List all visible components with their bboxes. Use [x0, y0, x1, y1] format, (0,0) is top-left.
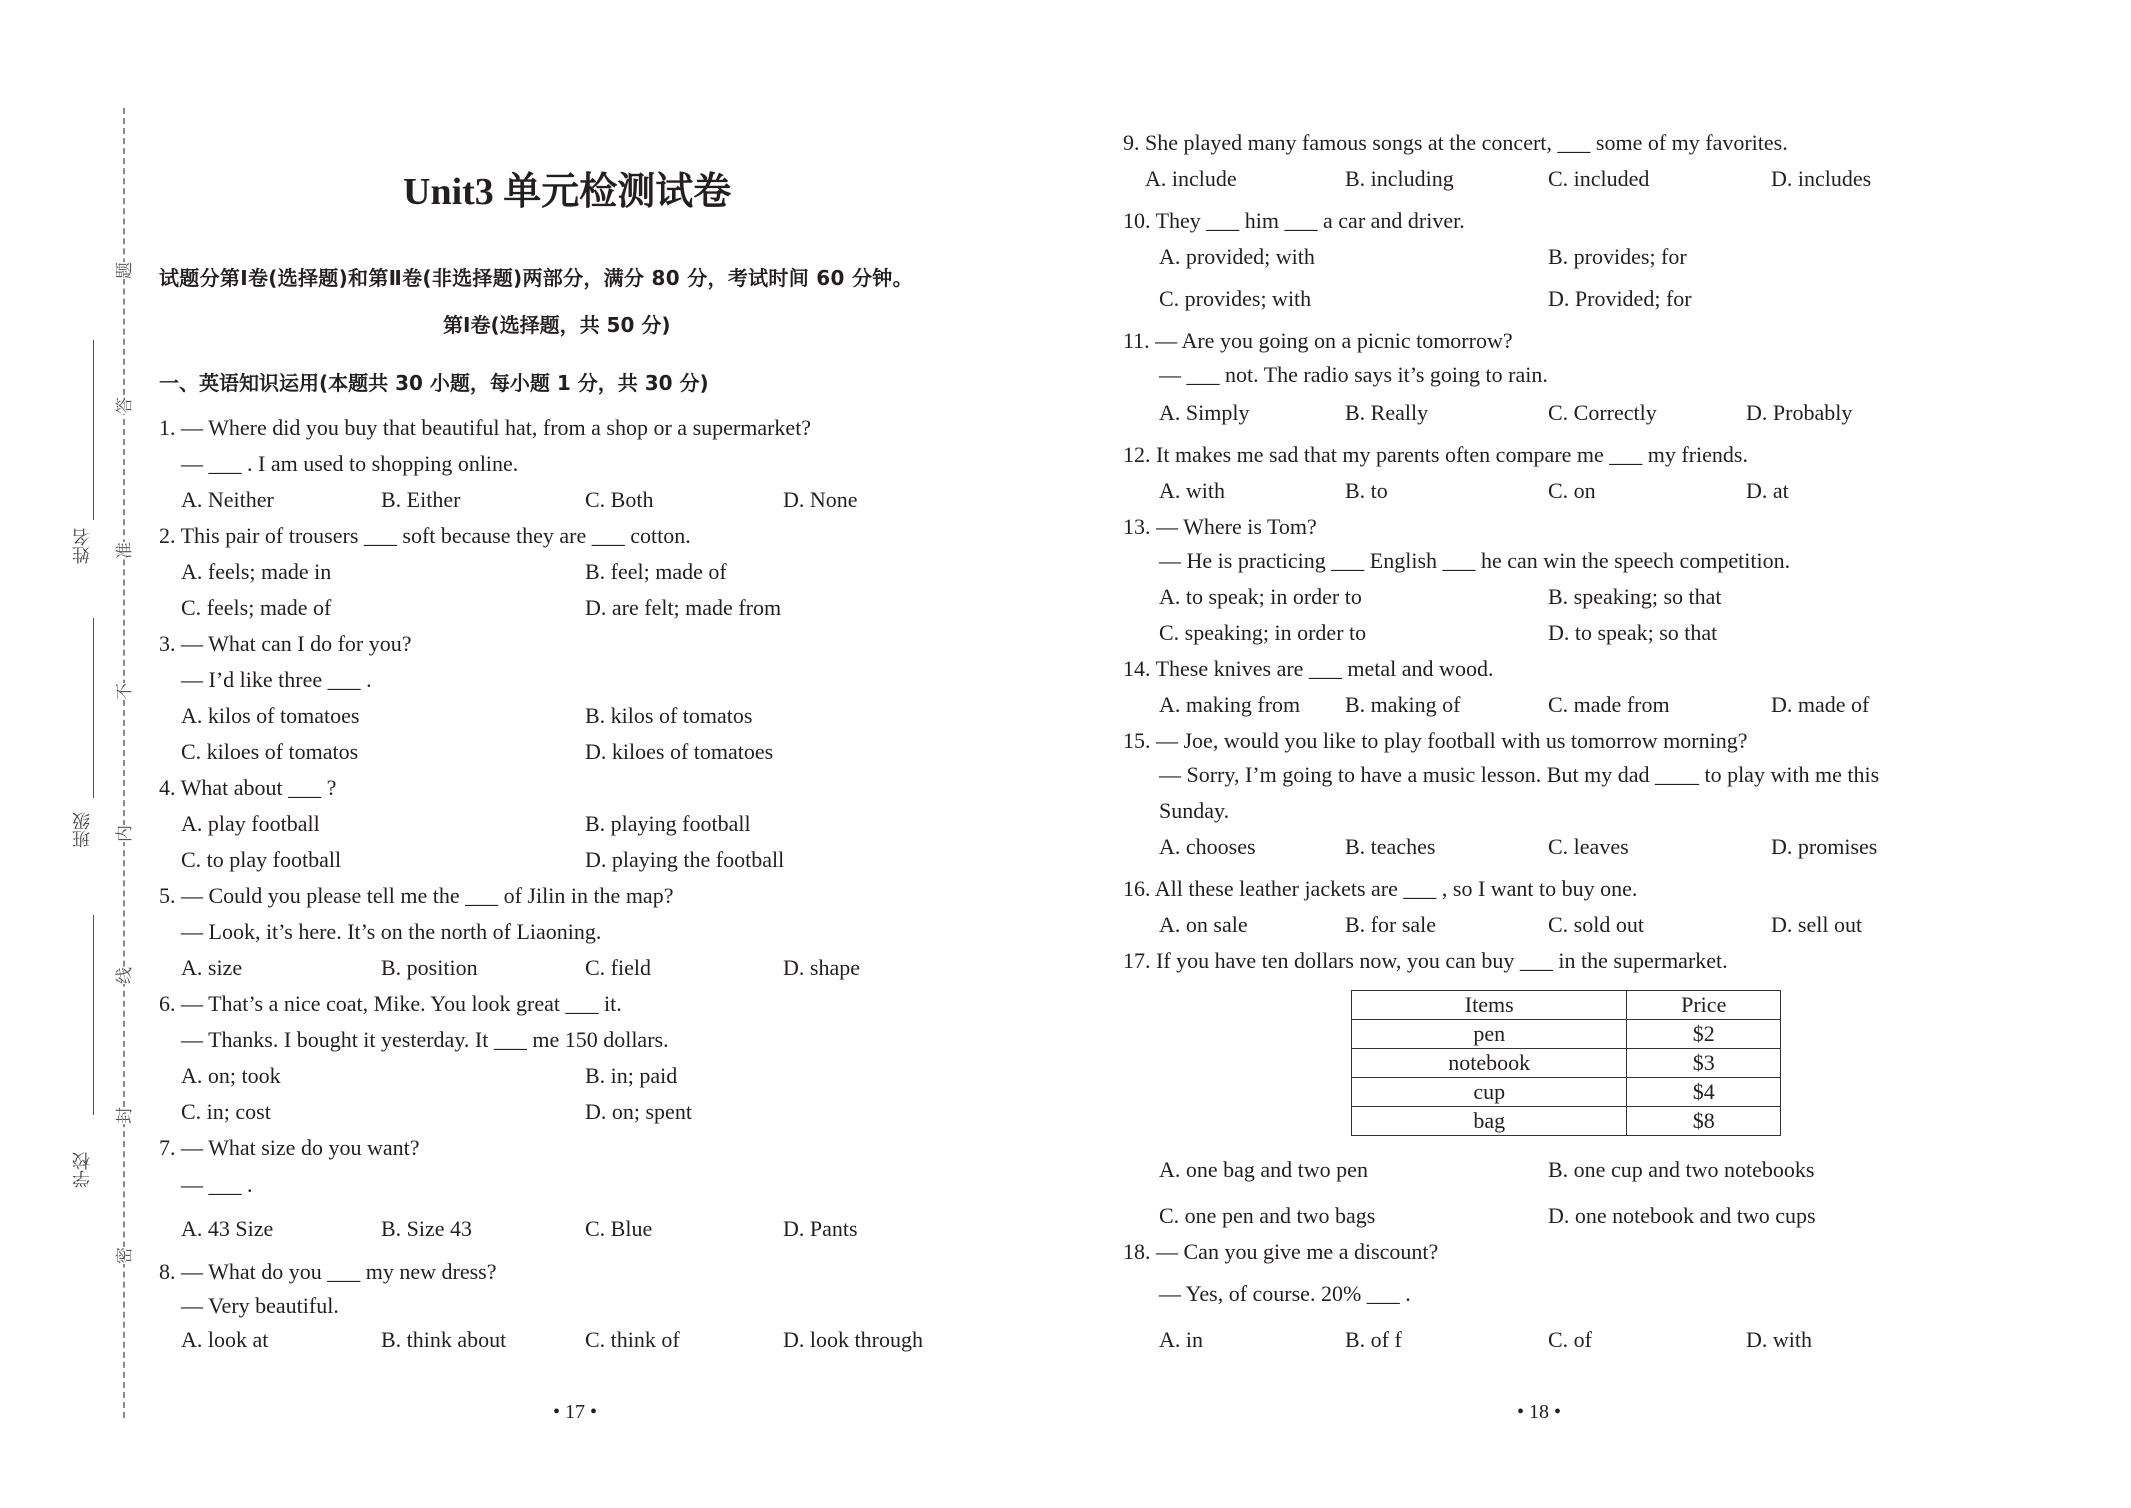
option: A. play football — [181, 811, 320, 836]
question-stem: 16. All these leather jackets are ___ , so I want to buy one. — [1123, 876, 1638, 901]
option: C. Blue — [585, 1216, 653, 1241]
option: B. Really — [1345, 400, 1429, 425]
question-stem: 6. — That’s a nice coat, Mike. You look great ___ it. — [159, 991, 622, 1016]
option: D. Provided; for — [1548, 286, 1692, 311]
table-row — [1352, 1049, 1781, 1078]
class-fill-line — [93, 618, 94, 798]
option: B. think about — [381, 1327, 507, 1352]
option: D. one notebook and two cups — [1548, 1203, 1816, 1228]
question-stem: 18. — Can you give me a discount? — [1123, 1239, 1439, 1264]
option: C. one pen and two bags — [1159, 1203, 1376, 1228]
option: B. of f — [1345, 1327, 1402, 1352]
option: C. of — [1548, 1327, 1592, 1352]
option: D. Probably — [1746, 400, 1853, 425]
table-cell: pen — [1352, 1020, 1627, 1049]
option: B. one cup and two notebooks — [1548, 1157, 1815, 1182]
option: B. kilos of tomatos — [585, 703, 753, 728]
question-stem: 1. — Where did you buy that beautiful hat, from a shop or a supermarket? — [159, 415, 812, 440]
page-number-right: • 18 • — [1517, 1401, 1562, 1423]
question-stem: — Look, it’s here. It’s on the north of Liaoning. — [181, 919, 602, 944]
option: C. sold out — [1548, 912, 1644, 937]
section-heading: 一、英语知识运用(本题共 30 小题，每小题 1 分，共 30 分) — [159, 371, 709, 395]
table-cell: $2 — [1627, 1020, 1781, 1049]
question-stem: 13. — Where is Tom? — [1123, 514, 1317, 539]
question-stem: 15. — Joe, would you like to play football with us tomorrow morning? — [1123, 728, 1748, 753]
question-stem: — Very beautiful. — [181, 1293, 339, 1318]
option: A. one bag and two pen — [1159, 1157, 1368, 1182]
option: C. feels; made of — [181, 595, 332, 620]
option: A. Neither — [181, 487, 274, 512]
option: C. Correctly — [1548, 400, 1657, 425]
table-cell: $4 — [1627, 1078, 1781, 1107]
table-header-cell: Price — [1627, 991, 1781, 1020]
option: B. in; paid — [585, 1063, 678, 1088]
school-label: 学校 — [72, 1152, 93, 1188]
option: A. chooses — [1159, 834, 1256, 859]
option: C. in; cost — [181, 1099, 271, 1124]
question-stem: — I’d like three ___ . — [181, 667, 372, 692]
option: D. at — [1746, 478, 1789, 503]
table-cell: $3 — [1627, 1049, 1781, 1078]
option: A. in — [1159, 1327, 1203, 1352]
option: D. promises — [1771, 834, 1878, 859]
option: D. on; spent — [585, 1099, 692, 1124]
option: D. None — [783, 487, 858, 512]
seal-char: 准 — [107, 542, 138, 559]
option: D. includes — [1771, 166, 1872, 191]
seal-char: 线 — [107, 967, 138, 984]
option: B. Size 43 — [381, 1216, 473, 1241]
option: B. position — [381, 955, 478, 980]
option: C. leaves — [1548, 834, 1629, 859]
option: B. speaking; so that — [1548, 584, 1722, 609]
question-stem: — ___ not. The radio says it’s going to rain. — [1159, 362, 1548, 387]
option: D. made of — [1771, 692, 1870, 717]
option: A. to speak; in order to — [1159, 584, 1362, 609]
option: B. Either — [381, 487, 461, 512]
question-stem: — Sorry, I’m going to have a music lesson. But my dad ____ to play with me this — [1159, 762, 1880, 787]
table-header-row — [1352, 991, 1781, 1020]
question-stem: 14. These knives are ___ metal and wood. — [1123, 656, 1494, 681]
table-header-cell: Items — [1352, 991, 1627, 1020]
option: B. to — [1345, 478, 1388, 503]
school-fill-line — [93, 915, 94, 1115]
question-stem: — He is practicing ___ English ___ he can win the speech competition. — [1159, 548, 1791, 573]
option: A. size — [181, 955, 243, 980]
question-stem: 10. They ___ him ___ a car and driver. — [1123, 208, 1465, 233]
option: D. sell out — [1771, 912, 1863, 937]
option: B. playing football — [585, 811, 751, 836]
option: D. look through — [783, 1327, 923, 1352]
option: A. on; took — [181, 1063, 281, 1088]
option: B. including — [1345, 166, 1454, 191]
option: C. on — [1548, 478, 1596, 503]
question-stem: — ___ . I am used to shopping online. — [181, 451, 519, 476]
table-cell: cup — [1352, 1078, 1627, 1107]
question-stem: — ___ . — [181, 1172, 253, 1197]
table-row — [1352, 1020, 1781, 1049]
option: A. look at — [181, 1327, 269, 1352]
option: C. kiloes of tomatos — [181, 739, 359, 764]
option: C. made from — [1548, 692, 1670, 717]
question-stem: 2. This pair of trousers ___ soft because they are ___ cotton. — [159, 523, 691, 548]
option: C. speaking; in order to — [1159, 620, 1367, 645]
question-stem: 11. — Are you going on a picnic tomorrow? — [1123, 328, 1513, 353]
question-stem: 17. If you have ten dollars now, you can buy ___ in the supermarket. — [1123, 948, 1728, 973]
option: C. to play football — [181, 847, 342, 872]
option: C. included — [1548, 166, 1650, 191]
seal-char: 不 — [107, 683, 138, 700]
table-cell: $8 — [1627, 1107, 1781, 1136]
option: B. feel; made of — [585, 559, 727, 584]
question-stem: — Thanks. I bought it yesterday. It ___ me 150 dollars. — [181, 1027, 669, 1052]
option: B. teaches — [1345, 834, 1436, 859]
table-row — [1352, 1107, 1781, 1136]
option: C. think of — [585, 1327, 680, 1352]
option: B. for sale — [1345, 912, 1437, 937]
option: D. playing the football — [585, 847, 785, 872]
question-stem: 5. — Could you please tell me the ___ of Jilin in the map? — [159, 883, 674, 908]
option: A. 43 Size — [181, 1216, 274, 1241]
seal-char: 内 — [107, 825, 138, 842]
option: A. Simply — [1159, 400, 1250, 425]
question-stem: 7. — What size do you want? — [159, 1135, 420, 1160]
question-stem: Sunday. — [1159, 798, 1230, 823]
question-stem: 9. She played many famous songs at the concert, ___ some of my favorites. — [1123, 130, 1788, 155]
table-row — [1352, 1078, 1781, 1107]
class-label: 班级 — [72, 812, 93, 848]
option: B. provides; for — [1548, 244, 1687, 269]
option: A. feels; made in — [181, 559, 332, 584]
option: A. on sale — [1159, 912, 1248, 937]
question-stem: 3. — What can I do for you? — [159, 631, 412, 656]
binding-dashed-line — [123, 108, 125, 1418]
seal-char: 密 — [107, 1247, 138, 1264]
price-table — [1351, 990, 1781, 1136]
option: D. kiloes of tomatoes — [585, 739, 774, 764]
part-one-heading: 第Ⅰ卷(选择题，共 50 分) — [443, 313, 671, 337]
page-title: Unit3 单元检测试卷 — [403, 171, 732, 213]
question-stem: 8. — What do you ___ my new dress? — [159, 1259, 497, 1284]
option: D. Pants — [783, 1216, 858, 1241]
option: D. to speak; so that — [1548, 620, 1718, 645]
option: B. making of — [1345, 692, 1461, 717]
question-stem: 4. What about ___ ? — [159, 775, 337, 800]
option: C. provides; with — [1159, 286, 1312, 311]
seal-char: 封 — [107, 1107, 138, 1124]
option: A. provided; with — [1159, 244, 1315, 269]
page-number-left: • 17 • — [553, 1401, 598, 1423]
option: C. Both — [585, 487, 654, 512]
option: C. field — [585, 955, 651, 980]
question-stem: — Yes, of course. 20% ___ . — [1159, 1281, 1411, 1306]
option: A. with — [1159, 478, 1225, 503]
option: D. with — [1746, 1327, 1812, 1352]
question-stem: 12. It makes me sad that my parents often compare me ___ my friends. — [1123, 442, 1748, 467]
name-fill-line — [93, 340, 94, 520]
option: D. shape — [783, 955, 860, 980]
option: A. kilos of tomatoes — [181, 703, 360, 728]
seal-char: 答 — [107, 397, 138, 414]
exam-intro: 试题分第Ⅰ卷(选择题)和第Ⅱ卷(非选择题)两部分，满分 80 分，考试时间 60 分钟。 — [159, 266, 913, 290]
option: A. include — [1145, 166, 1237, 191]
option: A. making from — [1159, 692, 1301, 717]
table-cell: notebook — [1352, 1049, 1627, 1078]
name-label: 姓名 — [72, 528, 93, 564]
option: D. are felt; made from — [585, 595, 782, 620]
seal-char: 题 — [107, 262, 138, 279]
table-cell: bag — [1352, 1107, 1627, 1136]
